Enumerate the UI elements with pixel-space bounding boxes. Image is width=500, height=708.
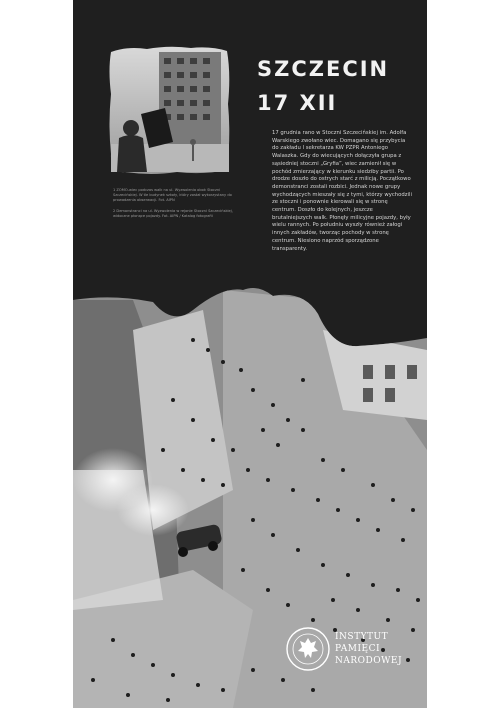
- description-text: [272, 130, 412, 253]
- caption-1: 1 ZOMO-wiec podczas walk na ul. Wyzwolenia obok Stoczni Szczecińskiej. W tle budynek szkoły, który został wykorzystany do prowadzenia obserwacji. Fot. AIPN: [113, 188, 232, 203]
- zomo-officer-photo-image: [107, 44, 231, 176]
- caption-2: 2 Demonstranci na ul. Wyzwolenia w rejonie Stoczni Szczecińskiej, widoczne płonące pojazdy. Fot. AIPN / Katalog fotografii: [113, 208, 233, 218]
- ipn-logo: [285, 626, 415, 672]
- logo-line-3: NARODOWEJ: [335, 656, 403, 666]
- title-city: SZCZECIN: [257, 57, 390, 81]
- photo-captions: [113, 188, 241, 224]
- logo-line-2: PAMIĘCI: [335, 644, 381, 654]
- zomo-officer-photo: [107, 44, 231, 176]
- logo-line-1: INSTYTUT: [335, 632, 389, 642]
- title-date: 17 XII: [257, 91, 338, 115]
- ipn-logo-text: [335, 631, 402, 667]
- exhibition-panel: [73, 0, 427, 708]
- panel-title: [257, 52, 389, 120]
- description-paragraph: 17 grudnia rano w Stoczni Szczecińskiej im. Adolfa Warskiego zwołano wiec. Domagano się przybycia do zakładu I sekretarza KW PZPR Antoniego Walaszka. Gdy do wiecujących dołączyła grupa z sąsiedniej stoczni „Gryfia”, wiec zamienił się w pochód zmierzający w kierunku siedziby partii. Po drodze doszło do ostrych starć z milicją. Początkowo demonstranci zostali rozbici. Jednak nowe grupy wychodzących mieszały się z tymi, którzy wychodzili ze stoczni i ponownie kierowali się w stronę centrum. Doszło do kolejnych, jeszcze brutalniejszych walk. Płonęły milicyjne pojazdy, były wielu rannych. Po południu wyszły również załogi innych zakładów, tworząc pochody w stronę centrum. Niesiono naprzód sporządzone transparenty.: [272, 130, 412, 252]
- ipn-seal-icon: [285, 626, 331, 672]
